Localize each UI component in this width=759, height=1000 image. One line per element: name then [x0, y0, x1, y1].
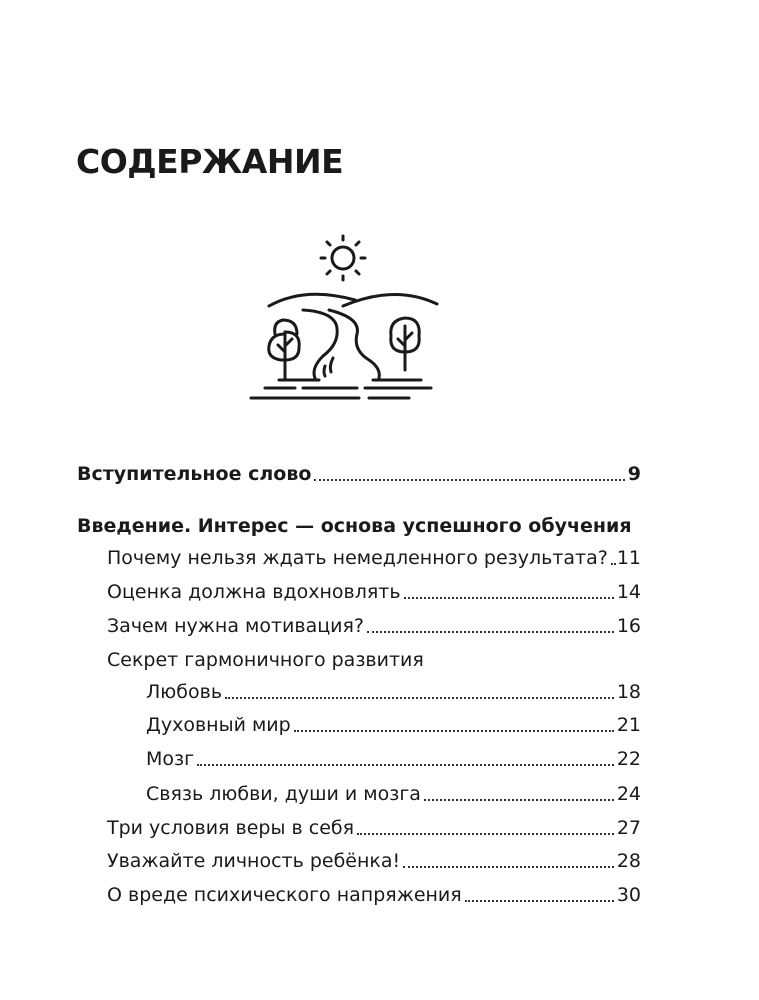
toc-entry-page: 22 — [616, 748, 641, 770]
toc-entry[interactable] — [107, 883, 641, 907]
toc-entry[interactable] — [107, 546, 641, 570]
page-title: СОДЕРЖАНИЕ — [76, 142, 344, 181]
toc-entry[interactable] — [146, 680, 641, 704]
toc-entry-label: Мозг — [146, 748, 195, 770]
toc-entry[interactable] — [107, 816, 641, 840]
dot-leader — [424, 799, 614, 801]
toc-entry-label: Вступительное слово — [77, 463, 312, 485]
toc-entry-label: Три условия веры в себя — [107, 817, 355, 839]
toc-entry-page: 16 — [616, 615, 641, 637]
toc-entry-label: Связь любви, души и мозга — [146, 783, 421, 805]
dot-leader — [367, 631, 614, 633]
toc-entry-label: Уважайте личность ребёнка! — [107, 850, 401, 872]
toc-entry[interactable] — [146, 747, 641, 771]
toc-entry[interactable] — [107, 849, 641, 873]
dot-leader — [294, 730, 614, 732]
toc-entry[interactable] — [146, 782, 641, 806]
toc-entry-intro-word[interactable] — [77, 462, 641, 486]
toc-entry-label: О вреде психического напряжения — [107, 884, 462, 906]
toc-entry-page: 18 — [616, 681, 641, 703]
toc-entry[interactable] — [107, 580, 641, 604]
toc-entry[interactable] — [107, 614, 641, 638]
toc-entry-label: Почему нельзя ждать немедленного результата? — [107, 547, 608, 569]
dot-leader — [314, 479, 624, 481]
dot-leader — [357, 833, 614, 835]
toc-entry-page: 28 — [616, 850, 641, 872]
toc-entry-page: 27 — [616, 817, 641, 839]
toc-subsection-heading[interactable]: Секрет гармоничного развития — [107, 649, 424, 671]
toc-entry-page: 24 — [616, 783, 641, 805]
dot-leader — [225, 697, 614, 699]
dot-leader — [403, 866, 614, 868]
dot-leader — [197, 764, 614, 766]
toc-section-introduction[interactable]: Введение. Интерес — основа успешного обучения — [77, 515, 632, 537]
toc-entry-page: 30 — [616, 884, 641, 906]
toc-entry-page: 21 — [616, 714, 641, 736]
toc-entry-label: Зачем нужна мотивация? — [107, 615, 365, 637]
toc-entry-label: Оценка должна вдохновлять — [107, 581, 401, 603]
toc-entry-label: Духовный мир — [146, 714, 291, 736]
toc-entry[interactable] — [146, 713, 641, 737]
dot-leader — [611, 563, 614, 565]
toc-entry-page: 11 — [616, 547, 641, 569]
toc-entry-label: Любовь — [146, 681, 223, 703]
toc-entry-page: 9 — [627, 463, 641, 485]
toc-entry-page: 14 — [616, 581, 641, 603]
dot-leader — [404, 597, 614, 599]
dot-leader — [465, 900, 614, 902]
